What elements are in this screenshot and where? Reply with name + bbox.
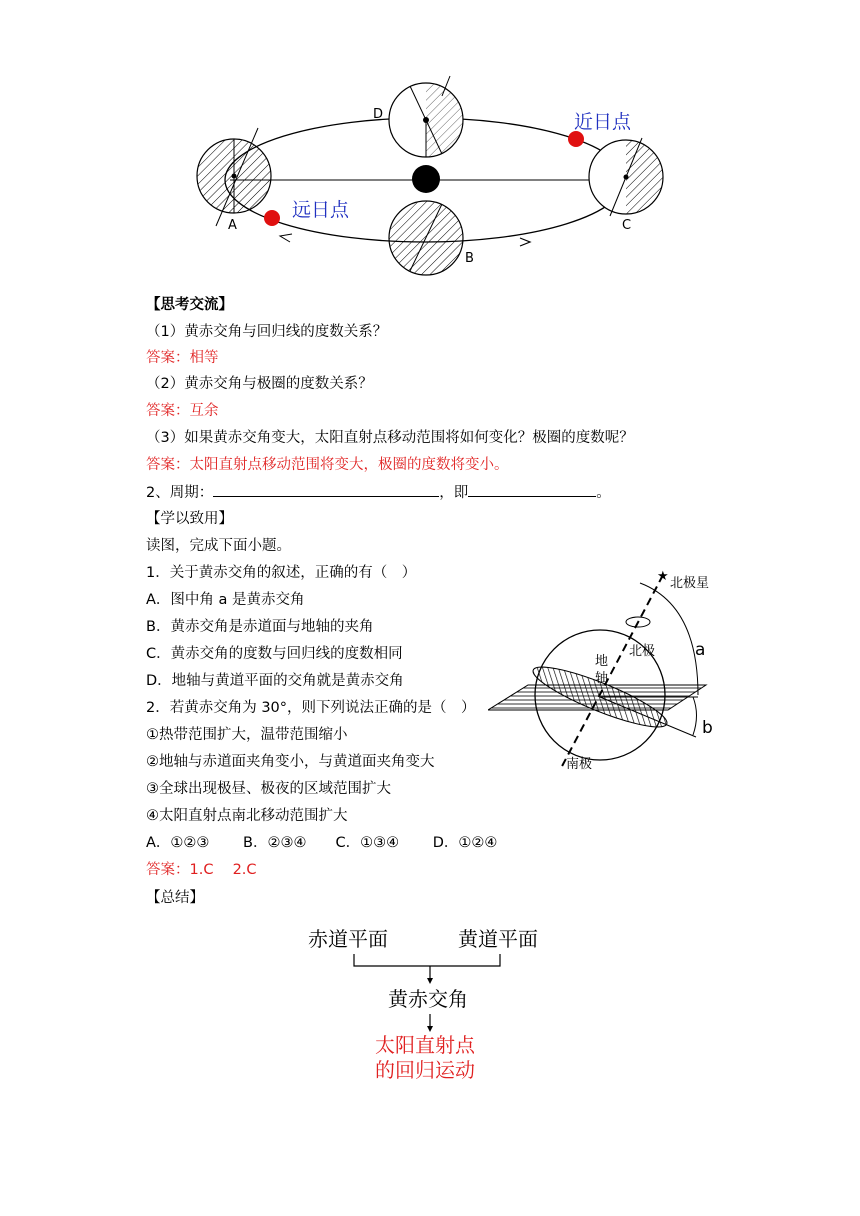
label-c: C [622,218,632,233]
period-prefix: 2、周期： [146,485,214,501]
ecliptic-plane-box: 黄道平面 [458,927,538,951]
apply-q2-item-4: ④太阳直射点南北移动范围扩大 [146,808,348,824]
obliquity-box: 黄赤交角 [388,987,468,1011]
apply-q2-options: A．①②③ B．②③④ C．①③④ D．①②④ [146,835,498,851]
period-blank-1[interactable] [213,482,439,497]
apply-q1-option-b: B．黄赤交角是赤道面与地轴的夹角 [146,619,374,635]
aphelion-marker [264,210,280,226]
axis-label-1: 地 [595,654,609,669]
think-heading: 【思考交流】 [146,297,233,313]
equator-plane-box: 赤道平面 [308,927,388,951]
label-b: B [465,251,474,266]
aphelion-label: 远日点 [292,199,350,221]
apply-intro: 读图，完成下面小题。 [146,538,291,554]
apply-q1-option-c: C．黄赤交角的度数与回归线的度数相同 [146,646,403,662]
globe-a [197,128,271,226]
apply-q1-option-d: D．地轴与黄道平面的交角就是黄赤交角 [146,673,404,689]
apply-answer: 答案：1.C 2.C [146,862,257,878]
result-line-1: 太阳直射点 [375,1033,475,1057]
apply-q2-item-2: ②地轴与赤道面夹角变小，与黄道面夹角变大 [146,754,435,770]
globe-figure [488,565,728,775]
globe-b [389,201,463,275]
perihelion-marker [568,131,584,147]
think-q2: （2）黄赤交角与极圈的度数关系？ [146,376,373,392]
period-suffix: 。 [596,485,611,501]
globe-d [389,76,463,157]
apply-q2: 2．若黄赤交角为 30°，则下列说法正确的是（ ） [146,700,476,716]
apply-q2-item-3: ③全球出现极昼、极夜的区域范围扩大 [146,781,391,797]
think-a2: 答案：互余 [146,403,219,419]
period-mid: ，即 [439,485,469,501]
angle-a-label: a [695,640,706,660]
apply-q1-option-a: A．图中角 a 是黄赤交角 [146,592,305,608]
south-pole-label: 南极 [566,757,593,772]
label-d: D [373,107,384,122]
axis-label-2: 轴 [595,671,609,686]
apply-heading: 【学以致用】 [146,511,233,527]
summary-heading: 【总结】 [146,890,204,906]
perihelion-label: 近日点 [574,111,632,133]
think-a3: 答案：太阳直射点移动范围将变大，极圈的度数将变小。 [146,457,509,473]
orbit-figure [180,66,680,276]
apply-q2-item-1: ①热带范围扩大，温带范围缩小 [146,727,348,743]
angle-b-label: b [702,718,713,738]
period-blank-2[interactable] [468,482,596,497]
summary-diagram [290,920,570,1090]
sun-dot [412,165,440,193]
period-line [146,482,611,503]
result-line-2: 的回归运动 [375,1058,475,1082]
think-q1: （1）黄赤交角与回归线的度数关系？ [146,324,388,340]
polaris-label: 北极星 [670,576,710,591]
north-pole-label: 北极 [629,644,656,659]
think-a1: 答案：相等 [146,350,219,366]
think-q3: （3）如果黄赤交角变大，太阳直射点移动范围将如何变化？极圈的度数呢？ [146,430,634,446]
star-icon: ★ [657,569,669,584]
label-a: A [228,218,237,233]
apply-q1: 1．关于黄赤交角的叙述，正确的有（ ） [146,565,417,581]
